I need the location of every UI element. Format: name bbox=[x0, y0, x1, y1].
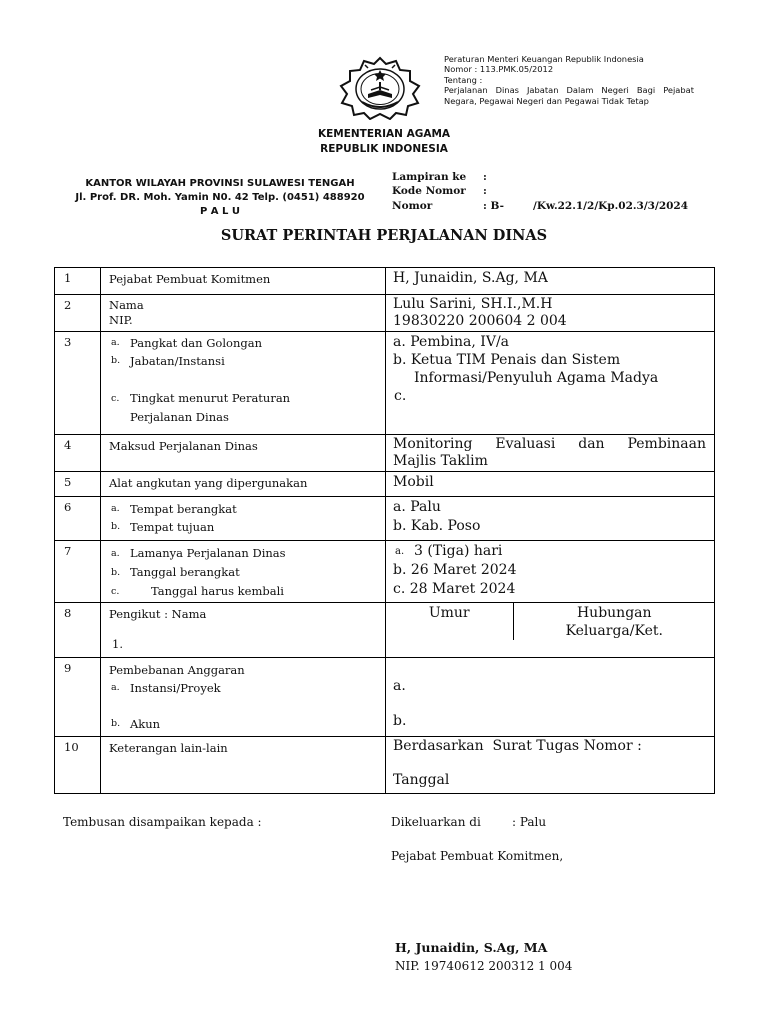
row-number: 9 bbox=[55, 658, 101, 737]
list-marker: b. bbox=[111, 521, 121, 532]
issued-at-value: : Palu bbox=[512, 815, 547, 829]
position-value: b. Ketua TIM Penais dan Sistem bbox=[393, 352, 621, 368]
row-label bbox=[101, 603, 386, 658]
list-marker: c. bbox=[111, 586, 120, 597]
departure-place: a. Palu bbox=[393, 499, 441, 515]
list-marker: b. bbox=[111, 355, 121, 366]
colon: : bbox=[483, 171, 487, 183]
row-value bbox=[386, 295, 715, 332]
office-city: P A L U bbox=[199, 206, 240, 217]
budget-label: Pembebanan Anggaran bbox=[109, 663, 245, 677]
list-marker: a. bbox=[111, 682, 120, 693]
row-number: 2 bbox=[55, 295, 101, 332]
duration-value: 3 (Tiga) hari bbox=[414, 543, 503, 559]
ministry-line: KEMENTERIAN AGAMA bbox=[317, 128, 451, 140]
rank-value: a. Pembina, IV/a bbox=[393, 334, 510, 350]
regulation-line: Tentang : bbox=[444, 74, 483, 85]
row-value bbox=[386, 435, 715, 472]
regulation-line: Perjalanan Dinas Jabatan Dalam Negeri Bagi Pejabat bbox=[444, 85, 694, 96]
official-title: Pejabat Pembuat Komitmen, bbox=[391, 849, 564, 863]
follower-item: 1. bbox=[112, 637, 123, 651]
account-value: b. bbox=[393, 713, 407, 729]
copy-to-label: Tembusan disampaikan kepada : bbox=[63, 815, 262, 829]
row-number: 7 bbox=[55, 541, 101, 603]
row-label bbox=[101, 541, 386, 603]
row-value bbox=[386, 737, 715, 794]
nomor-prefix: : B- bbox=[483, 199, 504, 212]
remarks-value: Berdasarkan Surat Tugas Nomor : bbox=[393, 738, 642, 754]
regulation-reference bbox=[444, 54, 694, 106]
row-label: Alat angkutan yang dipergunakan bbox=[101, 472, 386, 497]
kode-nomor-label: Kode Nomor bbox=[392, 185, 466, 198]
row-label bbox=[101, 497, 386, 541]
row-label: Pejabat Pembuat Komitmen bbox=[101, 268, 386, 295]
row-value: Mobil bbox=[386, 472, 715, 497]
row-value: H, Junaidin, S.Ag, MA bbox=[386, 268, 715, 295]
name-value: Lulu Sarini, SH.I.,M.H bbox=[393, 296, 553, 312]
purpose-value-cont: Majlis Taklim bbox=[393, 453, 488, 469]
office-address bbox=[60, 177, 380, 219]
sub-label: Pangkat dan Golongan bbox=[130, 336, 262, 350]
list-marker: b. bbox=[111, 718, 121, 729]
row-number: 6 bbox=[55, 497, 101, 541]
nip-label: NIP. bbox=[109, 313, 133, 327]
travel-order-table bbox=[54, 267, 715, 794]
row-label bbox=[101, 332, 386, 435]
destination-place: b. Kab. Poso bbox=[393, 518, 481, 534]
row-label: Maksud Perjalanan Dinas bbox=[101, 435, 386, 472]
table-row bbox=[55, 737, 715, 794]
row-value bbox=[386, 497, 715, 541]
sub-label: Tanggal harus kembali bbox=[151, 584, 284, 598]
signer-nip: NIP. 19740612 200312 1 004 bbox=[395, 959, 573, 973]
issued-at-label: Dikeluarkan di bbox=[391, 815, 481, 829]
row-value bbox=[386, 603, 715, 658]
name-label: Nama bbox=[109, 298, 144, 312]
level-value: c. bbox=[394, 388, 407, 404]
age-header: Umur bbox=[386, 603, 513, 640]
table-row bbox=[55, 472, 715, 497]
colon: : bbox=[483, 185, 487, 198]
relation-header bbox=[513, 603, 715, 640]
table-row bbox=[55, 268, 715, 295]
table-row bbox=[55, 541, 715, 603]
list-marker: a. bbox=[395, 546, 405, 557]
ministry-line: REPUBLIK INDONESIA bbox=[320, 143, 448, 155]
list-marker: b. bbox=[111, 567, 121, 578]
sub-label: Tanggal berangkat bbox=[130, 565, 240, 579]
relation-header-line: Keluarga/Ket. bbox=[565, 623, 663, 639]
departure-date: b. 26 Maret 2024 bbox=[393, 562, 517, 578]
regulation-line: Peraturan Menteri Keuangan Republik Indonesia bbox=[444, 54, 644, 64]
row-label: Keterangan lain-lain bbox=[101, 737, 386, 794]
sub-label: Tingkat menurut Peraturan bbox=[130, 391, 291, 405]
sub-label-cont: Perjalanan Dinas bbox=[130, 410, 229, 424]
sub-label: Jabatan/Instansi bbox=[130, 354, 225, 368]
nomor-value: /Kw.22.1/2/Kp.02.3/3/2024 bbox=[533, 199, 689, 212]
signer-name: H, Junaidin, S.Ag, MA bbox=[395, 940, 548, 955]
row-number: 10 bbox=[55, 737, 101, 794]
row-value bbox=[386, 658, 715, 737]
row-number: 5 bbox=[55, 472, 101, 497]
follower-columns bbox=[386, 603, 715, 640]
table-row bbox=[55, 497, 715, 541]
purpose-value: Monitoring Evaluasi dan Pembinaan bbox=[393, 436, 706, 452]
sub-label: Lamanya Perjalanan Dinas bbox=[130, 546, 286, 560]
row-label bbox=[101, 295, 386, 332]
lampiran-label: Lampiran ke bbox=[392, 171, 467, 183]
sub-label: Instansi/Proyek bbox=[130, 681, 221, 695]
row-label bbox=[101, 658, 386, 737]
list-marker: a. bbox=[111, 337, 120, 348]
kemenag-emblem-icon bbox=[338, 56, 422, 120]
row-number: 1 bbox=[55, 268, 101, 295]
list-marker: c. bbox=[111, 393, 120, 404]
sub-label: Tempat tujuan bbox=[130, 520, 215, 534]
regulation-line: Nomor : 113.PMK.05/2012 bbox=[444, 64, 554, 75]
list-marker: a. bbox=[111, 503, 120, 514]
table-row bbox=[55, 658, 715, 737]
row-value bbox=[386, 332, 715, 435]
row-number: 4 bbox=[55, 435, 101, 472]
document-title: SURAT PERINTAH PERJALANAN DINAS bbox=[220, 227, 548, 244]
row-value bbox=[386, 541, 715, 603]
table-row bbox=[55, 332, 715, 435]
regulation-line: Negara, Pegawai Negeri dan Pegawai Tidak Tetap bbox=[444, 95, 649, 106]
table-row bbox=[55, 603, 715, 658]
nip-value: 19830220 200604 2 004 bbox=[393, 313, 567, 329]
sub-label: Tempat berangkat bbox=[130, 502, 237, 516]
table-row bbox=[55, 295, 715, 332]
office-name: KANTOR WILAYAH PROVINSI SULAWESI TENGAH bbox=[85, 178, 355, 189]
remarks-date: Tanggal bbox=[393, 772, 450, 788]
relation-header-line: Hubungan bbox=[576, 605, 652, 621]
list-marker: a. bbox=[111, 548, 120, 559]
row-number: 3 bbox=[55, 332, 101, 435]
follower-label: Pengikut : Nama bbox=[109, 607, 207, 621]
sub-label: Akun bbox=[130, 717, 161, 731]
office-street: Jl. Prof. DR. Moh. Yamin N0. 42 Telp. (0451) 488920 bbox=[75, 192, 365, 203]
return-date: c. 28 Maret 2024 bbox=[393, 581, 516, 597]
row-number: 8 bbox=[55, 603, 101, 658]
agency-value: a. bbox=[393, 678, 406, 694]
table-row bbox=[55, 435, 715, 472]
position-value-cont: Informasi/Penyuluh Agama Madya bbox=[414, 370, 659, 386]
nomor-label: Nomor bbox=[392, 199, 433, 212]
ministry-name bbox=[290, 127, 478, 157]
